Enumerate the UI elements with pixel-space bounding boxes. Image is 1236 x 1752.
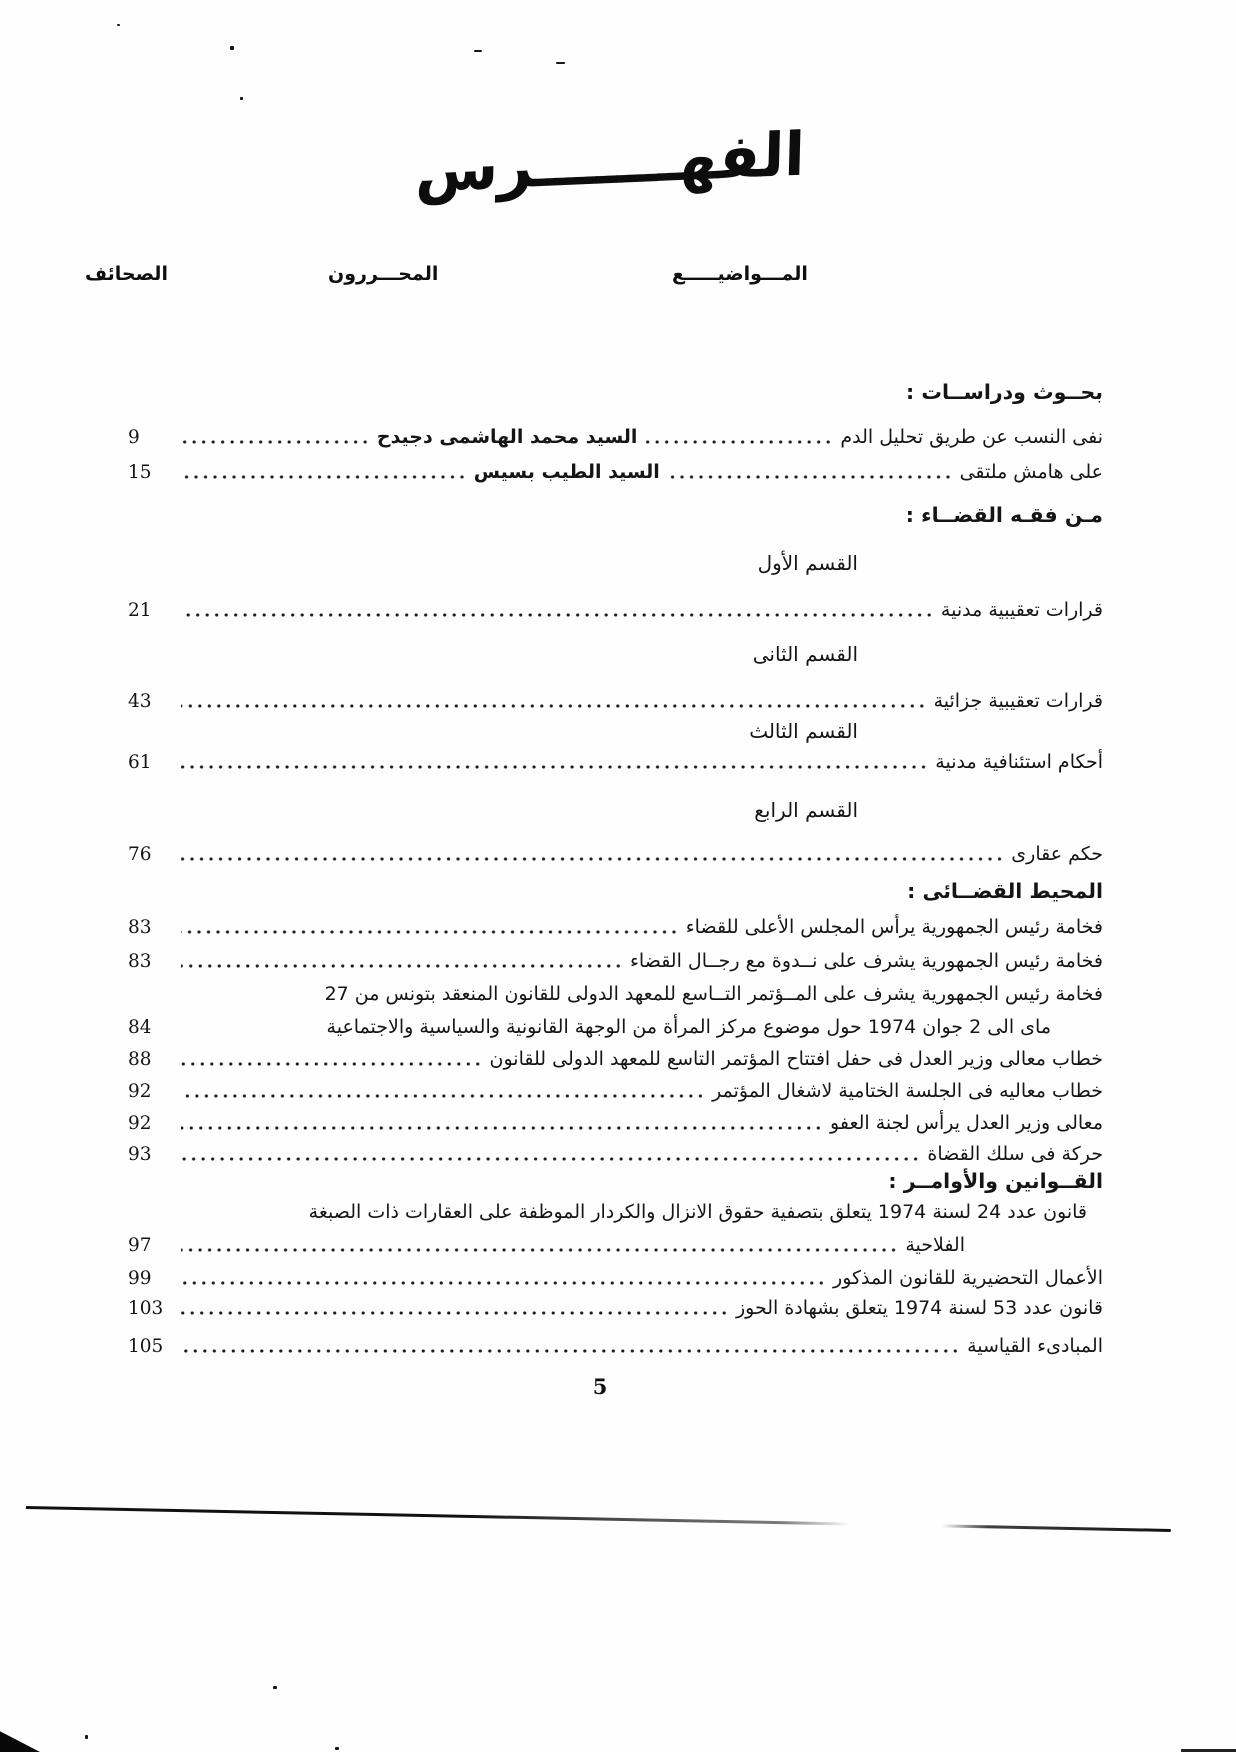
entry-title: فخامة رئيس الجمهورية يرأس المجلس الأعلى للقضاء — [685, 916, 1103, 938]
toc-entry — [128, 840, 1103, 869]
scan-artifact-line — [26, 1506, 1171, 1532]
entry-title: خطاب معاليه فى الجلسة الختامية لاشغال المؤتمر — [712, 1080, 1103, 1102]
subsection-title: القسم الأول — [757, 551, 858, 575]
entry-title: معالى وزير العدل يرأس لجنة العفو — [830, 1112, 1103, 1134]
scan-speck — [335, 1747, 339, 1750]
scan-speck — [85, 1735, 88, 1739]
column-header-pages: الصحائف — [85, 263, 168, 285]
section-heading — [128, 378, 1103, 406]
entry-title-line2: الفلاحية — [905, 1234, 965, 1256]
entry-title-line1: فخامة رئيس الجمهورية يشرف على المــؤتمر التــاسع للمعهد الدولى للقانون المنعقد بتونس من 27 — [324, 983, 1103, 1005]
column-header-topics: المـــواضيـــــع — [672, 263, 808, 285]
entry-page-number: 93 — [128, 1144, 152, 1165]
entry-title-line2-row — [128, 1013, 1103, 1042]
toc-entry — [128, 1264, 1103, 1293]
section-title: مـن فقـه القضــاء : — [905, 503, 1103, 527]
entry-editor: السيد محمد الهاشمى دجيدح — [376, 426, 638, 448]
toc-entry — [128, 458, 1103, 487]
entry-title: أحكام استئنافية مدنية — [935, 751, 1103, 773]
column-header-editors: المحـــررون — [328, 263, 439, 285]
entry-page-number: 9 — [127, 427, 140, 448]
entry-page-number: 92 — [128, 1113, 152, 1134]
scan-speck — [474, 50, 482, 52]
entry-title: حكم عقارى — [1011, 843, 1103, 865]
entry-page-number: 83 — [128, 917, 152, 938]
scan-corner-blot — [0, 1726, 40, 1752]
table-of-contents — [128, 0, 1103, 1500]
entry-title: نفى النسب عن طريق تحليل الدم — [840, 426, 1103, 448]
entry-page-number: 88 — [128, 1049, 152, 1070]
entry-editor: السيد الطيب بسيس — [473, 461, 660, 483]
entry-page-number: 21 — [128, 600, 152, 621]
entry-title: قرارات تعقيبية مدنية — [940, 599, 1103, 621]
dot-leader — [181, 1122, 823, 1134]
dot-leader — [181, 700, 927, 712]
entry-title-line2-row — [128, 1231, 1103, 1260]
dot-leader — [181, 1307, 729, 1319]
entry-title: خطاب معالى وزير العدل فى حفل افتتاح المؤتمر التاسع للمعهد الدولى للقانون — [489, 1048, 1103, 1070]
section-title: القــوانين والأوامــر : — [888, 1169, 1103, 1193]
subsection-heading — [128, 717, 1103, 745]
subsection-heading — [128, 796, 1103, 824]
toc-entry — [128, 1045, 1103, 1074]
subsection-title: القسم الثانى — [752, 642, 858, 666]
entry-page-number: 84 — [128, 1017, 152, 1038]
footer-page-number: 5 — [592, 1374, 608, 1399]
dot-leader — [181, 1345, 960, 1357]
dot-leader — [181, 960, 623, 972]
toc-entry-wrapped — [128, 1198, 1103, 1260]
toc-entry — [128, 1109, 1103, 1138]
subsection-heading — [128, 549, 1103, 577]
entry-page-number: 61 — [128, 752, 152, 773]
entry-title: حركة فى سلك القضاة — [927, 1143, 1103, 1165]
entry-page-number: 99 — [128, 1268, 152, 1289]
entry-title-line2: ماى الى 2 جوان 1974 حول موضوع مركز المرأة من الوجهة القانونية والسياسية والاجتماعية — [326, 1016, 1051, 1038]
toc-entry — [128, 913, 1103, 942]
dot-leader — [181, 1277, 826, 1289]
dot-leader — [181, 1153, 920, 1165]
entry-page-number: 43 — [128, 691, 152, 712]
toc-entry — [128, 1140, 1103, 1169]
section-heading — [128, 501, 1103, 529]
toc-entry — [128, 947, 1103, 976]
toc-entry — [128, 748, 1103, 777]
entry-title-line1: قانون عدد 24 لسنة 1974 يتعلق بتصفية حقوق الانزال والكردار الموظفة على العقارات ذات الصبغة — [308, 1201, 1087, 1223]
subsection-title: القسم الثالث — [749, 719, 858, 743]
dot-leader — [181, 436, 370, 448]
subsection-heading — [128, 640, 1103, 668]
scan-speck — [230, 46, 234, 50]
toc-entry-wrapped — [128, 980, 1103, 1042]
section-title: المحيط القضــائى : — [907, 879, 1103, 903]
toc-entry — [128, 596, 1103, 625]
section-heading — [128, 1167, 1103, 1195]
scan-speck — [556, 62, 565, 64]
entry-page-number: 76 — [128, 844, 152, 865]
entry-title: فخامة رئيس الجمهورية يشرف على نــدوة مع رجــال القضاء — [630, 950, 1103, 972]
entry-title: على هامش ملتقى — [959, 461, 1103, 483]
dot-leader — [181, 1058, 483, 1070]
dot-leader — [181, 609, 934, 621]
scan-speck — [240, 97, 243, 100]
toc-entry — [128, 1294, 1103, 1323]
entry-title: المبادىء القياسية — [967, 1335, 1103, 1357]
entry-title: الأعمال التحضيرية للقانون المذكور — [833, 1267, 1103, 1289]
entry-page-number: 83 — [128, 951, 152, 972]
scan-speck — [273, 1686, 277, 1689]
toc-entry — [128, 1332, 1103, 1361]
dot-leader — [644, 436, 833, 448]
dot-leader — [181, 1090, 705, 1102]
entry-page-number: 92 — [128, 1081, 152, 1102]
subsection-title: القسم الرابع — [754, 798, 858, 822]
dot-leader — [181, 853, 1004, 865]
toc-entry — [128, 687, 1103, 716]
scan-speck — [117, 24, 120, 26]
section-title: بحــوث ودراســات : — [906, 380, 1103, 404]
entry-page-number: 103 — [128, 1298, 164, 1319]
dot-leader — [667, 471, 953, 483]
entry-page-number: 97 — [128, 1235, 152, 1256]
dot-leader — [181, 926, 679, 938]
dot-leader — [181, 471, 467, 483]
entry-page-number: 105 — [128, 1336, 164, 1357]
toc-entry — [128, 423, 1103, 452]
entry-title: قانون عدد 53 لسنة 1974 يتعلق بشهادة الحوز — [735, 1297, 1103, 1319]
entry-page-number: 15 — [128, 462, 152, 483]
dot-leader — [181, 1244, 898, 1256]
page-title: الفهـــــــرس — [414, 119, 806, 207]
entry-title: قرارات تعقيبية جزائية — [933, 690, 1103, 712]
section-heading — [128, 877, 1103, 905]
toc-entry — [128, 1077, 1103, 1106]
dot-leader — [181, 761, 928, 773]
